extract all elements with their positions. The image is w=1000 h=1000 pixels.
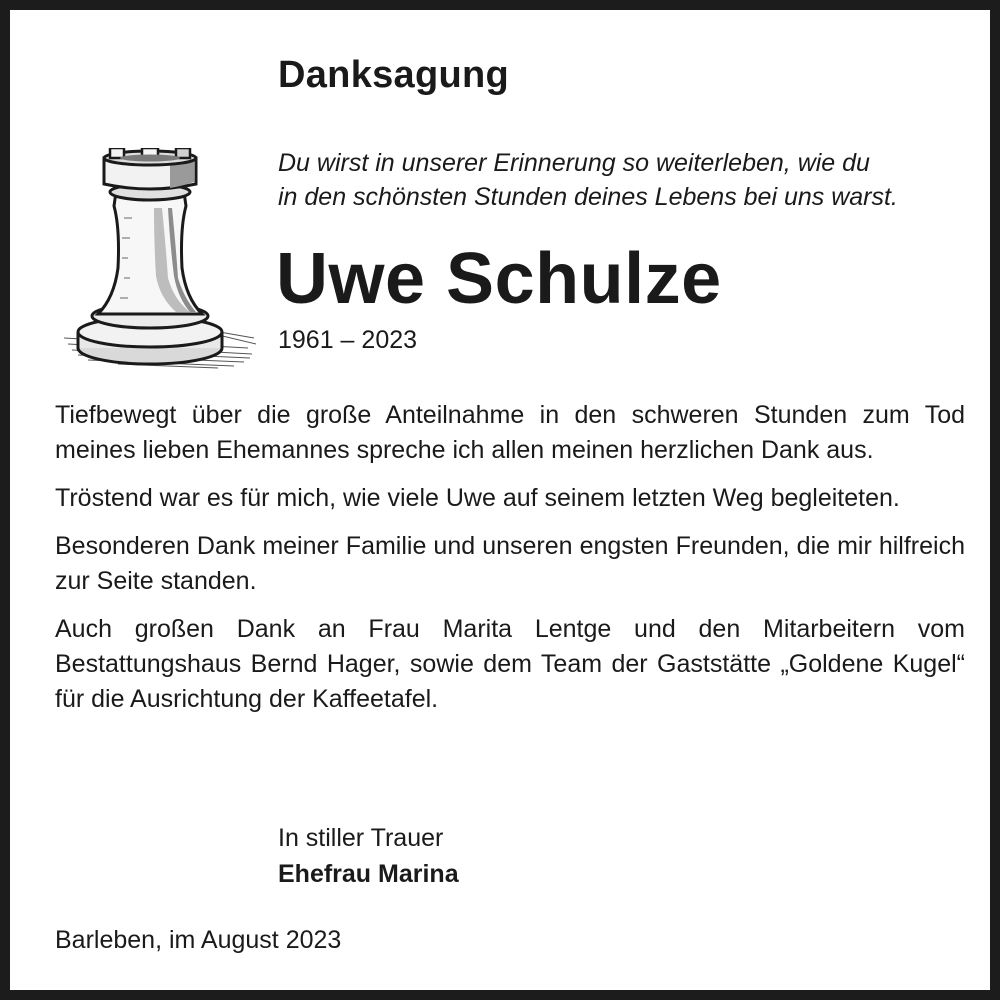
paragraph: Besonderen Dank meiner Familie und unseren engsten Freunden, die mir hilfreich zur Seite standen. [55,532,965,595]
quote-line: Du wirst in unserer Erinnerung so weiterleben, wie du [278,149,870,177]
signature-signer: Ehefrau Marina [278,860,459,888]
chess-rook-icon [58,148,258,378]
page-title: Danksagung [278,54,510,96]
life-dates: 1961 – 2023 [278,326,418,354]
place-date: Barleben, im August 2023 [55,926,342,954]
deceased-name: Uwe Schulze [276,239,722,319]
paragraph: Auch großen Dank an Frau Marita Lentge und den Mitarbeitern vom Bestattungshaus Bernd Hager, sowie dem Team der Gaststätte „Goldene Kugel“ für die Ausrichtung der Kaffeetafel. [55,615,965,713]
memorial-quote [278,146,978,214]
quote-line: in den schönsten Stunden deines Lebens bei uns warst. [278,183,898,211]
paragraph: Tiefbewegt über die große Anteilnahme in den schweren Stunden zum Tod meines lieben Ehemannes spreche ich allen meinen herzlichen Dank aus. [55,401,965,464]
thanks-text [55,398,965,730]
paragraph: Tröstend war es für mich, wie viele Uwe auf seinem letzten Weg begleiteten. [55,484,900,512]
signature-intro: In stiller Trauer [278,824,444,852]
signature-block [278,820,459,892]
